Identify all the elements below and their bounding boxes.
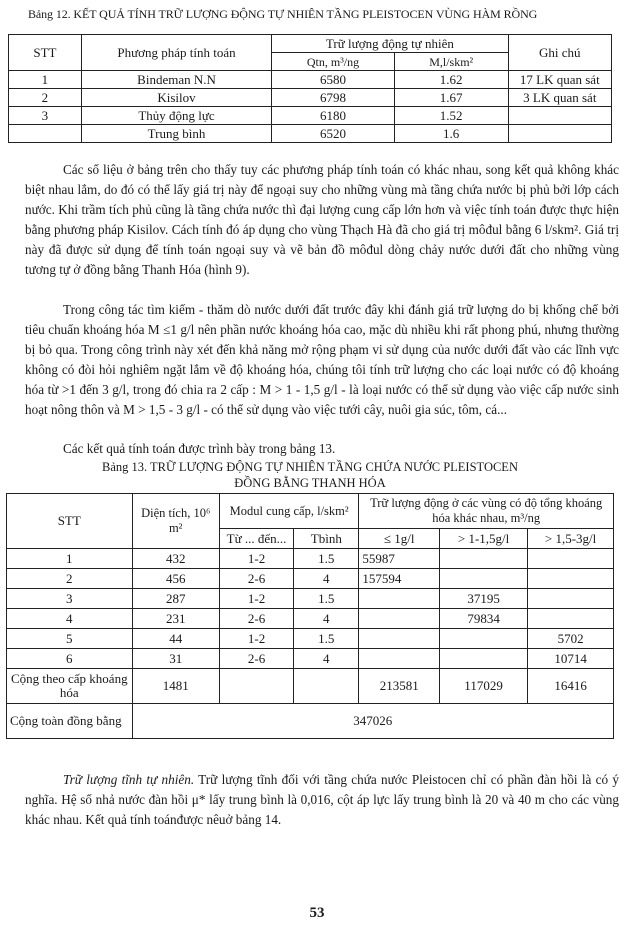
table12-cell: 3	[9, 107, 82, 125]
table13-cell: 44	[132, 629, 219, 649]
table13-sum-c3: 16416	[528, 669, 614, 704]
table13-cell: 1.5	[294, 549, 359, 569]
table12-cell: 3 LK quan sát	[508, 89, 611, 107]
table-row	[9, 107, 612, 125]
table12-cell: 6580	[272, 71, 395, 89]
table13-cell: 1-2	[219, 629, 293, 649]
table13-cell: 4	[7, 609, 133, 629]
paragraph-4-lead: Trữ lượng tĩnh tự nhiên.	[63, 772, 195, 787]
table13-caption-line1: Bảng 13. TRỮ LƯỢNG ĐỘNG TỰ NHIÊN TẦNG CHỨA NƯỚC PLEISTOCEN	[102, 460, 518, 474]
table13-sum-row	[7, 669, 614, 704]
paragraph-1	[25, 160, 619, 280]
table13-cell: 3	[7, 589, 133, 609]
table13-cell: 4	[294, 649, 359, 669]
table12-cell: 6798	[272, 89, 395, 107]
table13-cell: 287	[132, 589, 219, 609]
table12-cell: 17 LK quan sát	[508, 71, 611, 89]
paragraph-2-text: Trong công tác tìm kiếm - thăm dò nước dưới đất trước đây khi đánh giá trữ lượng do bị khống chế bởi tiêu chuẩn khoáng hóa M ≤1 g/l nên phần nước khoáng hóa cao, mặc dù nhiều khi rất phong phú, nhưng thường bị bỏ qua. Trong công trình này xét đến khả năng mở rộng phạm vi sử dụng của nước dưới đất vào các lĩnh vực không có đòi hỏi nghiêm ngặt lắm về độ khoáng hóa, chúng tôi tính trữ lượng cho các loại nước có độ khoáng hóa từ >1 đến 3 g/l, trong đó chia ra 2 cấp : M > 1 - 1,5 g/l - là loại nước có thể sử dụng vào việc cấp nước sinh hoạt nông thôn và M > 1,5 - 3 g/l - có thể sử dụng vào việc tưới cây, nuôi gia súc, tôm, cá...	[25, 302, 619, 417]
table12-cell	[508, 107, 611, 125]
table13-header-stt: STT	[7, 494, 133, 549]
table13-cell: 31	[132, 649, 219, 669]
table12-cell: 1.62	[394, 71, 508, 89]
table13-cell: 10714	[528, 649, 614, 669]
table13-cell	[359, 609, 440, 629]
table12-header-stt: STT	[9, 35, 82, 71]
table-row	[9, 71, 612, 89]
table13-total-label: Cộng toàn đồng bằng	[7, 704, 133, 739]
table13-cell: 4	[294, 569, 359, 589]
table13-cell	[359, 629, 440, 649]
table-row	[7, 569, 614, 589]
table13-cell	[359, 589, 440, 609]
table13-cell: 5702	[528, 629, 614, 649]
table13-cell: 2	[7, 569, 133, 589]
paragraph-1-text: Các số liệu ở bảng trên cho thấy tuy các phương pháp tính toán có khác nhau, song kết quả không khác biệt nhau lắm, do đó có thể lấy giá trị này để ngoại suy cho những vùng mà tầng chứa nước bị phủ bởi lớp cách nước. Khi trầm tích phủ cũng là tầng chứa nước thì đại lượng cung cấp lớn hơn và việc tính toán được thực hiện bằng phương pháp Kisilov. Cách tính đó áp dụng cho vùng Thạch Hà đã cho giá trị môđul bằng 6 l/skm². Giá trị này đã được sử dụng để tính toán ngoại suy và vẽ bản đồ môđul dòng chảy nước dưới đất cho những vùng tương tự ở đồng bằng Thanh Hóa (hình 9).	[25, 162, 619, 277]
table12-cell: 6180	[272, 107, 395, 125]
table13-cell	[359, 649, 440, 669]
table13-cell	[528, 589, 614, 609]
table-row	[7, 649, 614, 669]
table13-cell: 5	[7, 629, 133, 649]
table12-cell: 1.67	[394, 89, 508, 107]
table13-sum-c2: 117029	[440, 669, 528, 704]
table13-header-modul: Modul cung cấp, l/skm²	[219, 494, 359, 529]
table12-cell: Thủy động lực	[81, 107, 271, 125]
table12-header-note: Ghi chú	[508, 35, 611, 71]
table13-cell: 2-6	[219, 649, 293, 669]
table13	[6, 493, 614, 739]
table-row	[9, 125, 612, 143]
table13-cell: 231	[132, 609, 219, 629]
table12-cell: 6520	[272, 125, 395, 143]
table13-header-c2: > 1-1,5g/l	[440, 529, 528, 549]
table13-cell	[528, 549, 614, 569]
table13-header-c1: ≤ 1g/l	[359, 529, 440, 549]
table13-sum-area: 1481	[132, 669, 219, 704]
table13-cell: 1	[7, 549, 133, 569]
table13-header-avg: Tbình	[294, 529, 359, 549]
table13-cell: 157594	[359, 569, 440, 589]
table12-cell: Bindeman N.N	[81, 71, 271, 89]
table-row	[7, 589, 614, 609]
paragraph-3-text: Các kết quả tính toán được trình bày trong bảng 13.	[63, 441, 336, 456]
table13-cell: 55987	[359, 549, 440, 569]
table12-cell	[9, 125, 82, 143]
table13-caption-line2: ĐỒNG BẰNG THANH HÓA	[234, 476, 386, 490]
paragraph-4-text: Trữ lượng tĩnh đối với tầng chứa nước Pleistocen chỉ có phần đàn hồi là có ý nghĩa. Hệ số nhả nước đàn hồi μ* lấy trung bình là 0,016, cột áp lực lấy trung bình là 20 và 40 m cho các vùng khác nhau. Kết quả tính toánđược nêuở bảng 14.	[25, 772, 620, 827]
table12-header-method: Phương pháp tính toán	[81, 35, 271, 71]
paragraph-2	[25, 300, 619, 420]
table12-header-q: Qtn, m³/ng	[272, 53, 395, 71]
table13-cell	[528, 609, 614, 629]
table12-cell: 1	[9, 71, 82, 89]
table13-header-area: Diện tích, 10⁶ m²	[132, 494, 219, 549]
table13-cell: 432	[132, 549, 219, 569]
table12-caption: Bảng 12. KẾT QUẢ TÍNH TRỮ LƯỢNG ĐỘNG TỰ NHIÊN TẦNG PLEISTOCEN VÙNG HÀM RỒNG	[28, 7, 538, 21]
table13-cell: 1.5	[294, 589, 359, 609]
table13-sum-label: Cộng theo cấp khoáng hóa	[7, 669, 133, 704]
table13-cell: 6	[7, 649, 133, 669]
table13-cell	[528, 569, 614, 589]
table13-cell: 456	[132, 569, 219, 589]
table13-header-reserve: Trữ lượng động ở các vùng có độ tổng khoáng hóa khác nhau, m³/ng	[359, 494, 614, 529]
page-number: 53	[309, 905, 325, 921]
table-row	[7, 609, 614, 629]
table13-header-c3: > 1,5-3g/l	[528, 529, 614, 549]
table-row	[7, 549, 614, 569]
table-row	[7, 629, 614, 649]
table12-cell: 1.6	[394, 125, 508, 143]
table12-header-reserve: Trữ lượng động tự nhiên	[272, 35, 508, 53]
table12-cell	[508, 125, 611, 143]
table12-cell: Kisilov	[81, 89, 271, 107]
table13-cell: 2-6	[219, 569, 293, 589]
table13-cell: 1.5	[294, 629, 359, 649]
table13-cell	[440, 549, 528, 569]
table12	[8, 34, 612, 143]
table13-cell: 2-6	[219, 609, 293, 629]
table13-cell	[219, 669, 293, 704]
table13-cell: 37195	[440, 589, 528, 609]
table13-sum-c1: 213581	[359, 669, 440, 704]
table12-cell: Trung bình	[81, 125, 271, 143]
table12-cell: 1.52	[394, 107, 508, 125]
table13-cell: 1-2	[219, 589, 293, 609]
table13-cell	[440, 649, 528, 669]
table13-header-from-to: Từ ... đến...	[219, 529, 293, 549]
table13-cell	[294, 669, 359, 704]
table-row	[9, 89, 612, 107]
table13-cell: 4	[294, 609, 359, 629]
table12-header-m: M,l/skm²	[394, 53, 508, 71]
table13-cell	[440, 569, 528, 589]
table13-cell: 79834	[440, 609, 528, 629]
table13-cell	[440, 629, 528, 649]
table13-cell: 1-2	[219, 549, 293, 569]
paragraph-3	[25, 439, 619, 459]
paragraph-4	[25, 770, 619, 830]
table12-cell: 2	[9, 89, 82, 107]
table13-total-row	[7, 704, 614, 739]
table13-total-value: 347026	[132, 704, 613, 739]
